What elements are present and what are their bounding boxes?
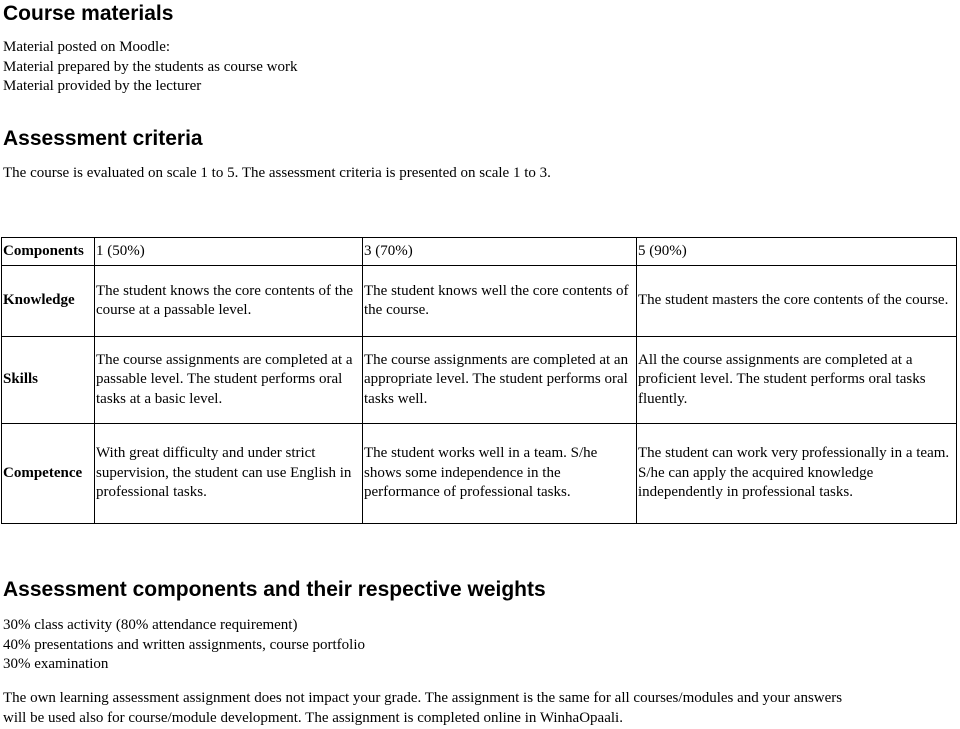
- list-item: 30% examination: [3, 656, 109, 672]
- table-header: 1 (50%): [95, 238, 363, 266]
- weights-list: [3, 616, 365, 675]
- table-header: 3 (70%): [363, 238, 637, 266]
- table-cell: All the course assignments are completed at a proficient level. The student performs oral tasks fluently.: [637, 337, 957, 424]
- note-line: The own learning assessment assignment does not impact your grade. The assignment is the same for all courses/modules and your answers: [3, 690, 843, 706]
- table-header-row: [2, 238, 957, 266]
- assessment-components-heading: Assessment components and their respective weights: [3, 578, 546, 601]
- list-item: Material posted on Moodle:: [3, 39, 171, 55]
- assignment-note: [3, 689, 842, 728]
- materials-list: [3, 38, 298, 97]
- table-cell: The student masters the core contents of the course.: [637, 266, 957, 337]
- table-row: [2, 266, 957, 337]
- row-label: Knowledge: [2, 266, 95, 337]
- criteria-table: [1, 237, 957, 524]
- list-item: 40% presentations and written assignments, course portfolio: [3, 636, 366, 653]
- table-cell: The course assignments are completed at a passable level. The student performs oral tasks at a basic level.: [95, 337, 363, 424]
- table-cell: The student works well in a team. S/he shows some independence in the performance of professional tasks.: [363, 424, 637, 524]
- table-row: [2, 424, 957, 524]
- list-item: Material provided by the lecturer: [3, 78, 202, 94]
- table-cell: The student knows well the core contents of the course.: [363, 266, 637, 337]
- row-label: Skills: [2, 337, 95, 424]
- row-label: Competence: [2, 424, 95, 524]
- table-header: 5 (90%): [637, 238, 957, 266]
- list-item: Material prepared by the students as course work: [3, 58, 298, 75]
- table-row: [2, 337, 957, 424]
- assessment-criteria-heading: Assessment criteria: [3, 127, 203, 150]
- note-line: will be used also for course/module development. The assignment is completed online in WinhaOpaali.: [3, 709, 623, 726]
- table-cell: The course assignments are completed at an appropriate level. The student performs oral tasks well.: [363, 337, 637, 424]
- table-cell: The student knows the core contents of the course at a passable level.: [95, 266, 363, 337]
- table-header: Components: [2, 238, 95, 266]
- table-cell: With great difficulty and under strict supervision, the student can use English in professional tasks.: [95, 424, 363, 524]
- table-cell: The student can work very professionally in a team. S/he can apply the acquired knowledge independently in professional tasks.: [637, 424, 957, 524]
- course-materials-heading: Course materials: [3, 2, 174, 25]
- criteria-intro: The course is evaluated on scale 1 to 5. The assessment criteria is presented on scale 1 to 3.: [3, 165, 551, 181]
- list-item: 30% class activity (80% attendance requirement): [3, 617, 298, 633]
